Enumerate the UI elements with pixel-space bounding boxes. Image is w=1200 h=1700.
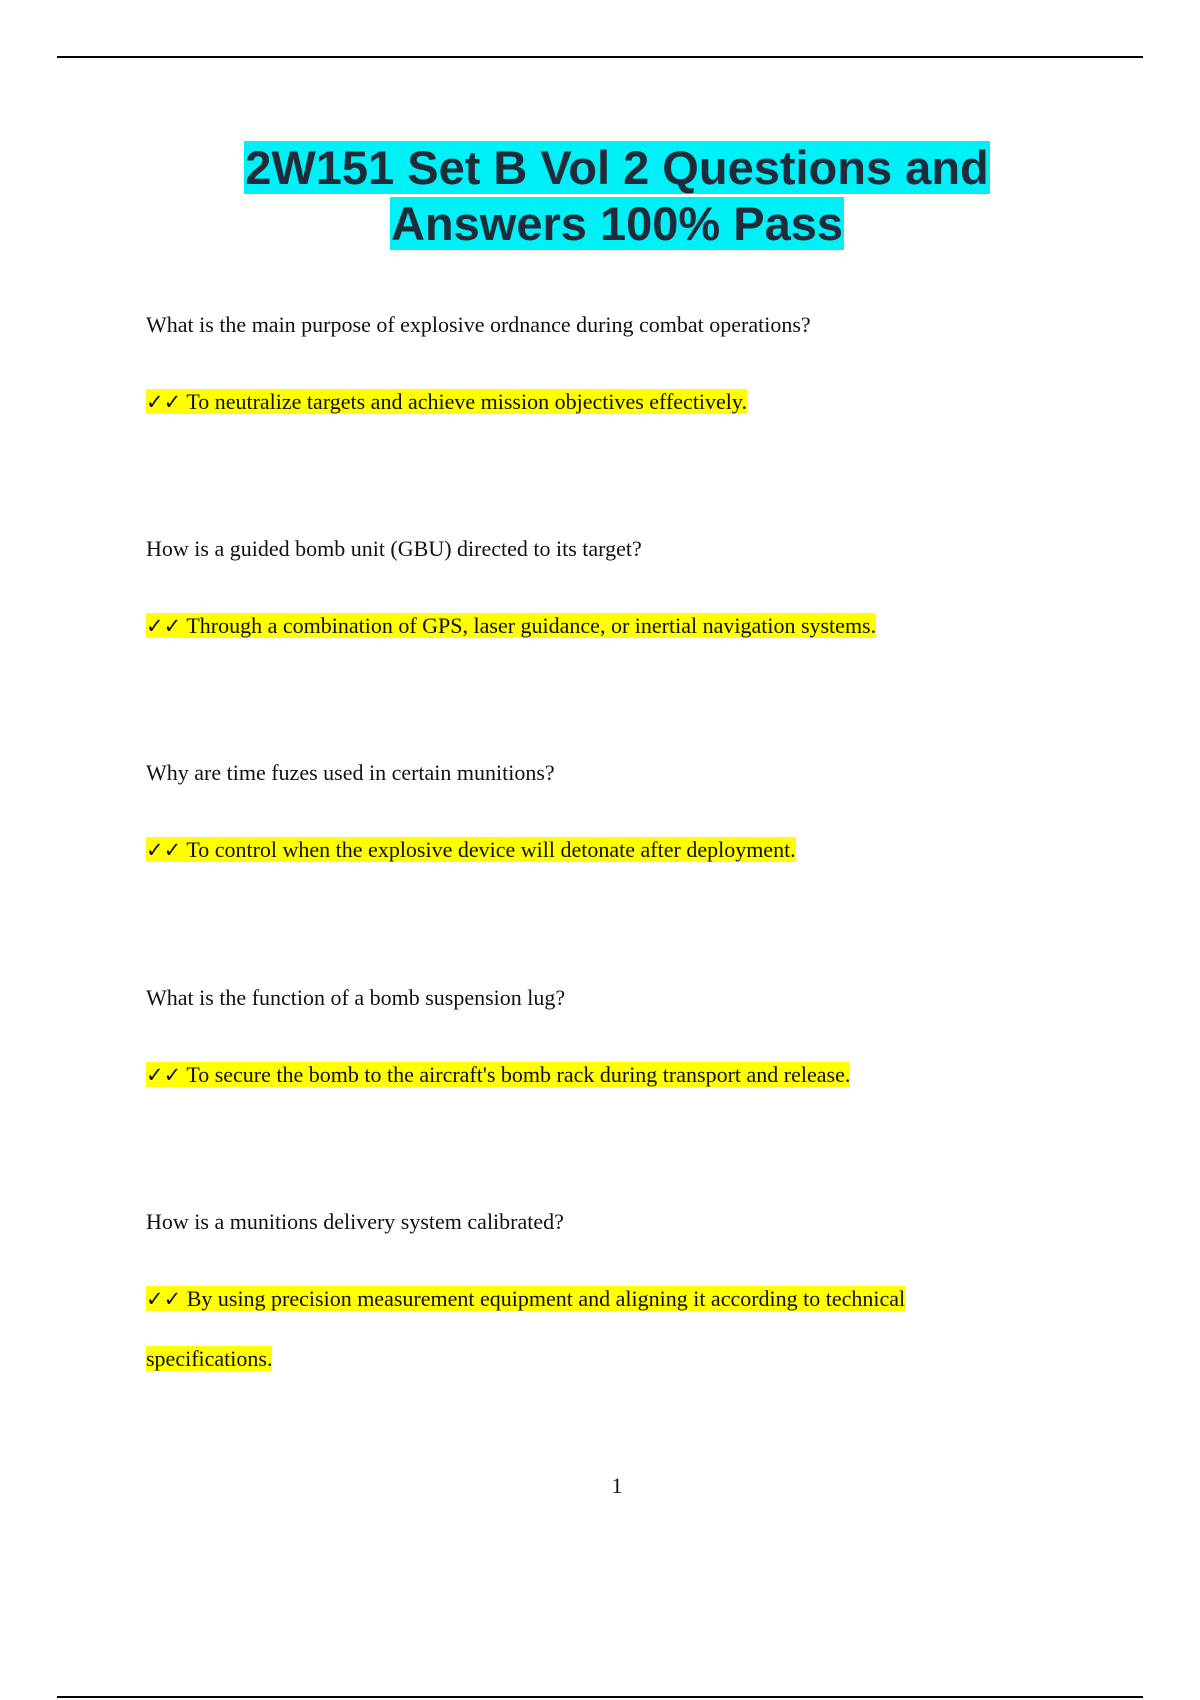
question-1: What is the main purpose of explosive ordnance during combat operations? — [146, 312, 811, 337]
answer-1 — [146, 372, 1046, 432]
check-icon: ✓✓ — [146, 390, 182, 414]
answer-3-text: To control when the explosive device will detonate after deployment. — [186, 837, 796, 862]
question-5: How is a munitions delivery system calibrated? — [146, 1209, 564, 1234]
answer-4-text: To secure the bomb to the aircraft's bomb rack during transport and release. — [186, 1062, 851, 1087]
answer-3-highlight — [146, 837, 796, 862]
answer-1-text: To neutralize targets and achieve mission objectives effectively. — [186, 389, 747, 414]
question-2: How is a guided bomb unit (GBU) directed to its target? — [146, 536, 642, 561]
answer-5-text-line-1: By using precision measurement equipment and aligning it according to technical — [186, 1286, 906, 1311]
answer-4-highlight — [146, 1062, 850, 1087]
answer-2-text: Through a combination of GPS, laser guidance, or inertial navigation systems. — [186, 613, 877, 638]
answer-5-highlight-line-2 — [146, 1346, 272, 1371]
question-3: Why are time fuzes used in certain munitions? — [146, 760, 555, 785]
answer-4 — [146, 1045, 1046, 1105]
answer-3 — [146, 820, 1046, 880]
answer-2 — [146, 596, 1046, 656]
check-icon: ✓✓ — [146, 1287, 182, 1311]
check-icon: ✓✓ — [146, 1063, 182, 1087]
answer-1-highlight — [146, 389, 747, 414]
title-line-1: 2W151 Set B Vol 2 Questions and — [245, 141, 989, 194]
page-number: 1 — [611, 1473, 623, 1498]
bottom-rule — [57, 1696, 1143, 1698]
title-line-2: Answers 100% Pass — [390, 197, 843, 250]
question-4: What is the function of a bomb suspension lug? — [146, 985, 566, 1010]
document-title — [0, 140, 1200, 252]
check-icon: ✓✓ — [146, 614, 182, 638]
answer-5-text-line-2: specifications. — [146, 1346, 273, 1371]
answer-5 — [146, 1269, 1046, 1389]
check-icon: ✓✓ — [146, 838, 182, 862]
answer-5-highlight-line-1 — [146, 1286, 905, 1311]
answer-2-highlight — [146, 613, 876, 638]
top-rule — [57, 56, 1143, 58]
